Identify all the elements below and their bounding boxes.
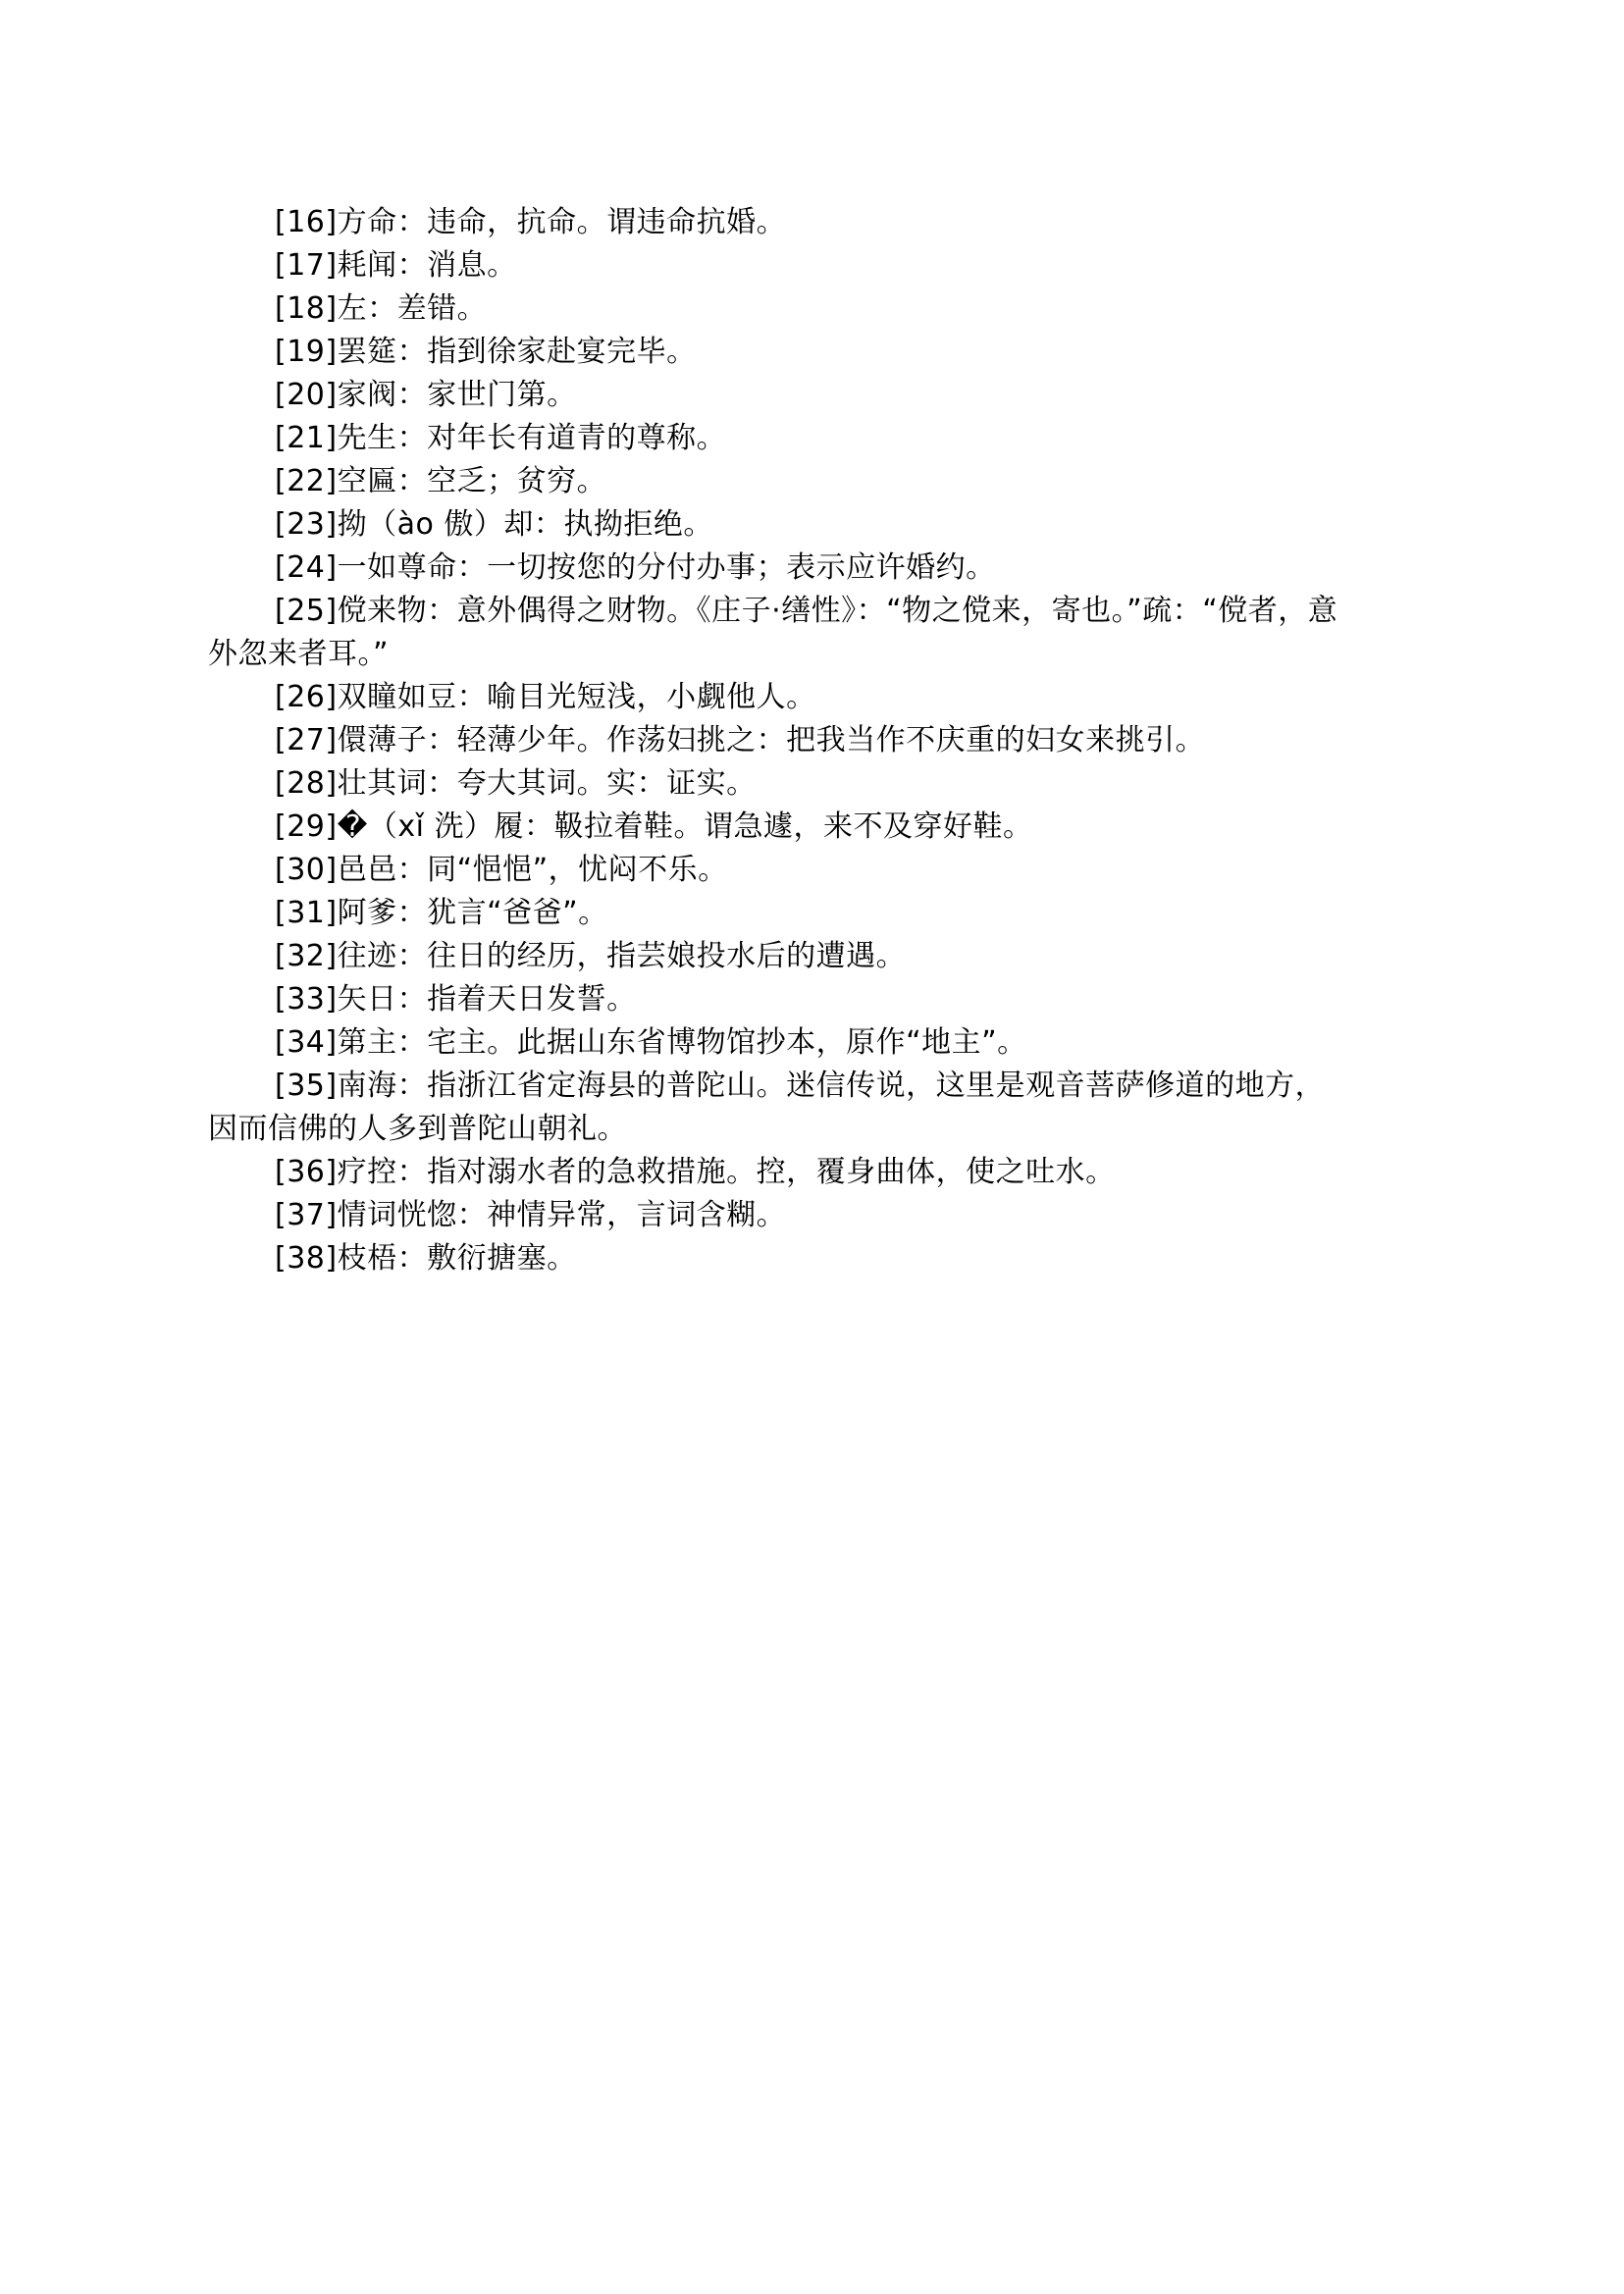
note-30: [30]邑邑：同“悒悒”，忧闷不乐。: [275, 853, 728, 887]
note-33: [33]矢日：指着天日发誓。: [275, 982, 637, 1017]
note-17: [17]耗闻：消息。: [275, 248, 517, 283]
note-21: [21]先生：对年长有道青的尊称。: [275, 421, 727, 455]
note-19: [19]罢筵：指到徐家赴宴完毕。: [275, 335, 697, 369]
note-23: [23]拗（ào 傲）却：执拗拒绝。: [275, 507, 713, 542]
note-38: [38]枝梧：敷衍搪塞。: [275, 1241, 577, 1276]
note-34: [34]第主：宅主。此据山东省博物馆抄本，原作“地主”。: [275, 1025, 1027, 1060]
note-35: [35]南海：指浙江省定海县的普陀山。迷信传说，这里是观音菩萨修道的地方，因而信佛的人多到普陀山朝礼。: [208, 1069, 1326, 1146]
note-29: [29]�（xǐ 洗）履：靸拉着鞋。谓急遽，来不及穿好鞋。: [275, 809, 1033, 844]
note-27: [27]儇薄子：轻薄少年。作荡妇挑之：把我当作不庆重的妇女来挑引。: [275, 723, 1206, 757]
note-22: [22]空匾：空乏；贫穷。: [275, 464, 607, 498]
note-28: [28]壮其词：夸大其词。实：证实。: [275, 766, 757, 801]
note-16: [16]方命：违命，抗命。谓违命抗婚。: [275, 205, 787, 239]
note-26: [26]双瞳如豆：喻目光短浅，小觑他人。: [275, 680, 816, 714]
note-32: [32]往迹：往日的经历，指芸娘投水后的遭遇。: [275, 939, 907, 973]
annotation-list: [208, 201, 1354, 1280]
note-24: [24]一如尊命：一切按您的分付办事；表示应许婚约。: [275, 550, 996, 585]
note-37: [37]情词恍惚：神情异常，言词含糊。: [275, 1198, 787, 1232]
note-31: [31]阿爹：犹言“爸爸”。: [275, 896, 608, 930]
note-36: [36]疗控：指对溺水者的急救措施。控，覆身曲体，使之吐水。: [275, 1155, 1116, 1189]
note-25: [25]傥来物：意外偶得之财物。《庄子·缮性》：“物之傥来，寄也。”疏：“傥者，意外忽来者耳。”: [208, 594, 1338, 671]
note-18: [18]左：差错。: [275, 291, 488, 326]
note-20: [20]家阀：家世门第。: [275, 378, 577, 412]
